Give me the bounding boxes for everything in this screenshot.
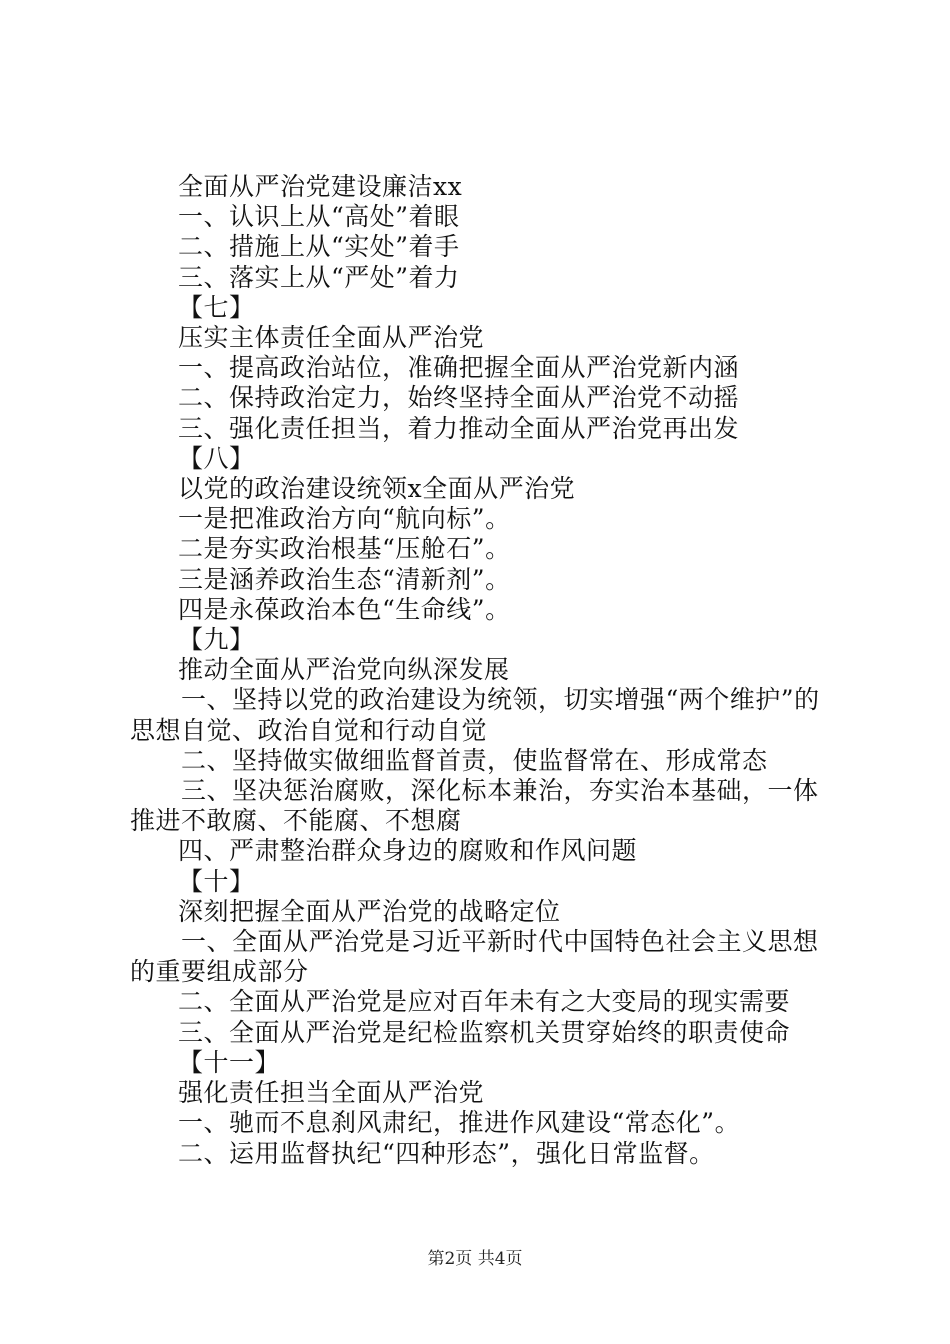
section-heading: 压实主体责任全面从严治党	[178, 323, 485, 353]
paragraph: 三、坚决惩治腐败，深化标本兼治，夯实治本基础，一体推进不敢腐、不能腐、不想腐	[130, 776, 819, 836]
text-line: 三是涵养政治生态“清新剂”。	[178, 564, 511, 594]
text-line: 四、严肃整治群众身边的腐败和作风问题	[178, 836, 638, 866]
section-marker: 【七】	[178, 292, 255, 322]
text-line: 二、坚持做实做细监督首责，使监督常在、形成常态	[181, 745, 768, 775]
text-line: 二、措施上从“实处”着手	[178, 232, 460, 262]
text-line: 三、落实上从“严处”着力	[178, 262, 460, 292]
text-line: 二是夯实政治根基“压舱石”。	[178, 534, 511, 564]
paragraph: 一、坚持以党的政治建设为统领，切实增强“两个维护”的思想自觉、政治自觉和行动自觉	[130, 685, 820, 745]
document-body	[130, 172, 840, 1169]
section-heading: 强化责任担当全面从严治党	[178, 1078, 485, 1108]
section-marker: 【十一】	[178, 1047, 281, 1077]
text-line: 一、认识上从“高处”着眼	[178, 202, 460, 232]
text-line: 三、强化责任担当，着力推动全面从严治党再出发	[178, 413, 740, 443]
text-line: 一、驰而不息刹风肃纪，推进作风建设“常态化”。	[178, 1108, 741, 1138]
paragraph: 一、全面从严治党是习近平新时代中国特色社会主义思想的重要组成部分	[130, 927, 819, 987]
title-line: 全面从严治党建设廉洁xx	[178, 172, 463, 201]
text-line: 一、提高政治站位，准确把握全面从严治党新内涵	[178, 353, 740, 383]
text-line: 二、全面从严治党是应对百年未有之大变局的现实需要	[178, 987, 791, 1017]
text-line: 三、全面从严治党是纪检监察机关贯穿始终的职责使命	[178, 1017, 791, 1047]
section-marker: 【八】	[178, 443, 255, 473]
text-line: 四是永葆政治本色“生命线”。	[178, 594, 511, 624]
section-marker: 【九】	[178, 625, 255, 655]
text-line: 二、保持政治定力，始终坚持全面从严治党不动摇	[178, 383, 740, 413]
page-number-footer: 第2页 共4页	[427, 1249, 523, 1269]
section-marker: 【十】	[178, 866, 255, 896]
section-heading: 深刻把握全面从严治党的战略定位	[178, 896, 561, 926]
section-heading: 以党的政治建设统领x全面从严治党	[178, 474, 576, 504]
section-heading: 推动全面从严治党向纵深发展	[178, 655, 510, 685]
text-line: 一是把准政治方向“航向标”。	[178, 504, 511, 534]
text-line: 二、运用监督执纪“四种形态”，强化日常监督。	[178, 1138, 715, 1168]
